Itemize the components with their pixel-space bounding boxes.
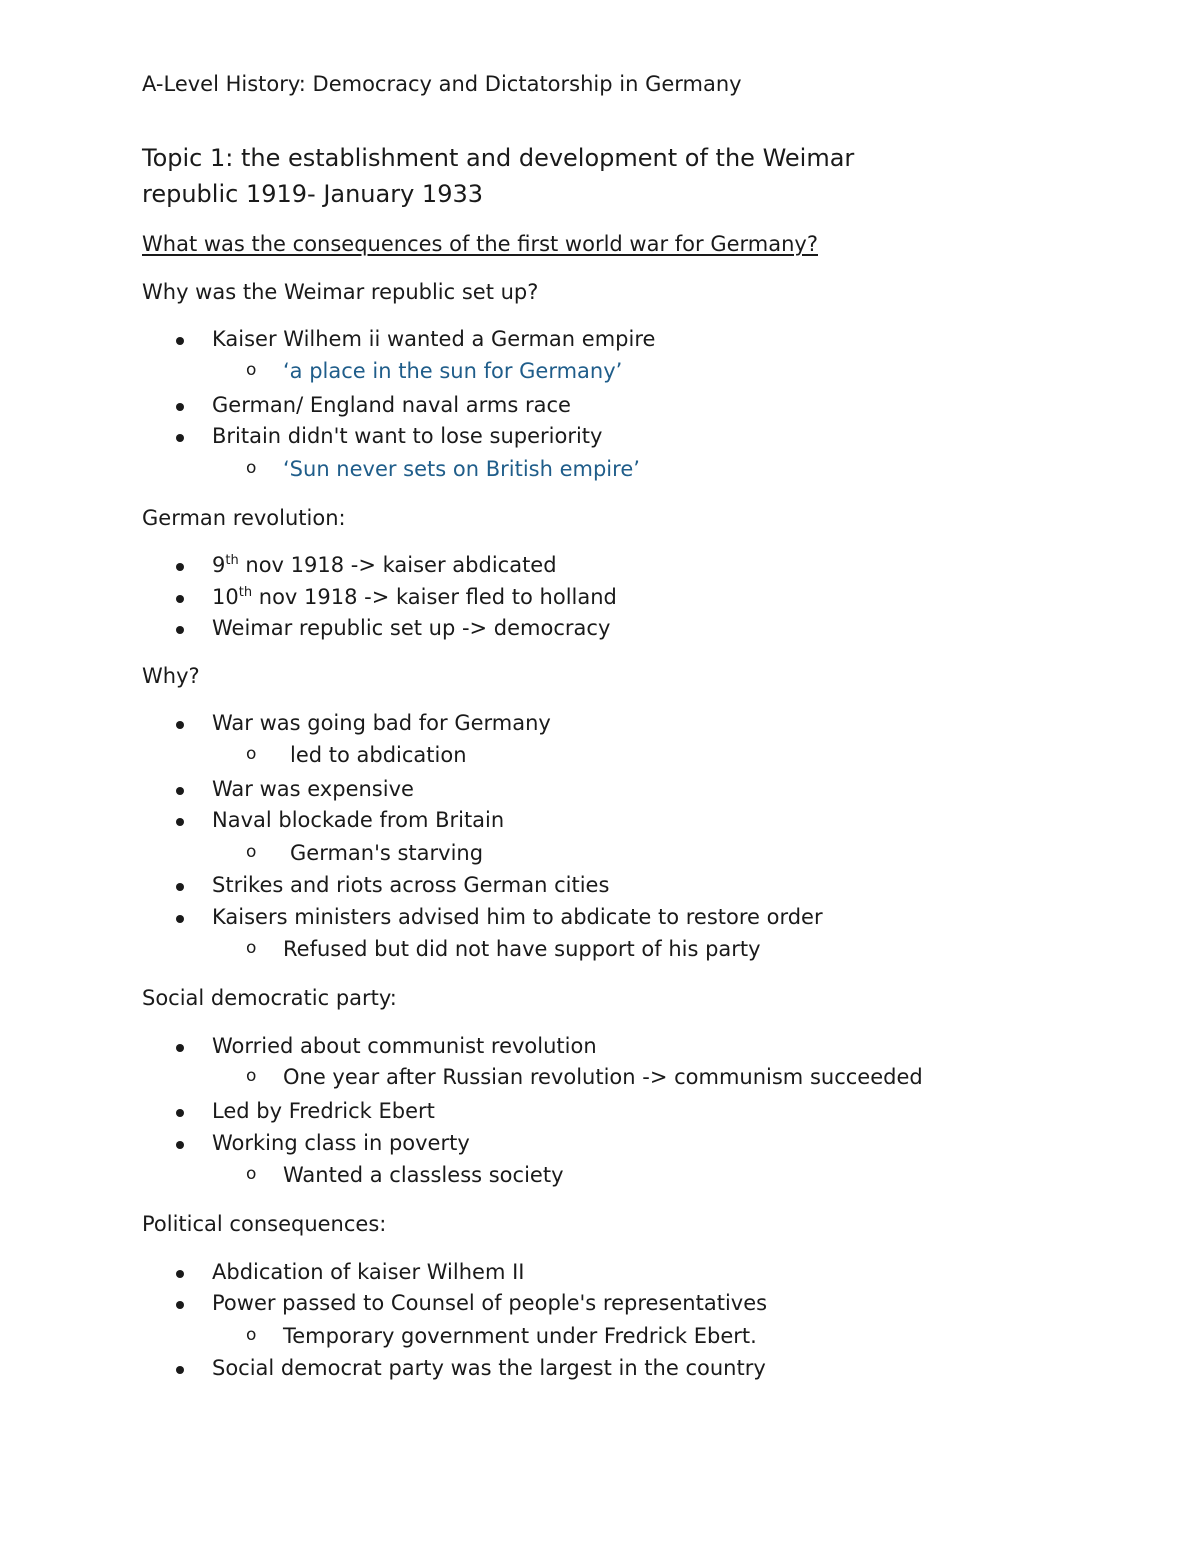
bullet-icon	[176, 721, 184, 729]
bullet-icon	[176, 434, 184, 442]
circle-bullet-icon: o	[246, 1066, 257, 1086]
circle-bullet-icon: o	[246, 938, 257, 958]
bullet-icon	[176, 818, 184, 826]
section-heading-social-democratic: Social democratic party:	[142, 986, 397, 1010]
topic-heading-line1: Topic 1: the establishment and development of the Weimar	[142, 144, 855, 172]
bullet-icon	[176, 337, 184, 345]
bullet-icon	[176, 1141, 184, 1149]
section-heading-why: Why?	[142, 664, 200, 688]
bullet-icon	[176, 915, 184, 923]
circle-bullet-icon: o	[246, 744, 257, 764]
bullet-icon	[176, 1366, 184, 1374]
bullet-icon	[176, 787, 184, 795]
bullet-icon	[176, 626, 184, 634]
bullet-icon	[176, 1270, 184, 1278]
circle-bullet-icon: o	[246, 1164, 257, 1184]
circle-bullet-icon: o	[246, 842, 257, 862]
bullet-icon	[176, 1301, 184, 1309]
bullet-icon	[176, 883, 184, 891]
circle-bullet-icon: o	[246, 458, 257, 478]
document-title: A-Level History: Democracy and Dictatorship in Germany	[142, 72, 742, 96]
bullet-icon	[176, 1109, 184, 1117]
section-heading-revolution: German revolution:	[142, 506, 346, 530]
section-heading-political: Political consequences:	[142, 1212, 387, 1236]
section-heading-why-setup: Why was the Weimar republic set up?	[142, 280, 539, 304]
bullet-icon	[176, 1044, 184, 1052]
bullet-icon	[176, 403, 184, 411]
topic-heading-line2: republic 1919- January 1933	[142, 180, 484, 208]
bullet-icon	[176, 563, 184, 571]
main-question: What was the consequences of the first world war for Germany?	[142, 232, 818, 256]
bullet-icon	[176, 595, 184, 603]
circle-bullet-icon: o	[246, 1325, 257, 1345]
circle-bullet-icon: o	[246, 360, 257, 380]
